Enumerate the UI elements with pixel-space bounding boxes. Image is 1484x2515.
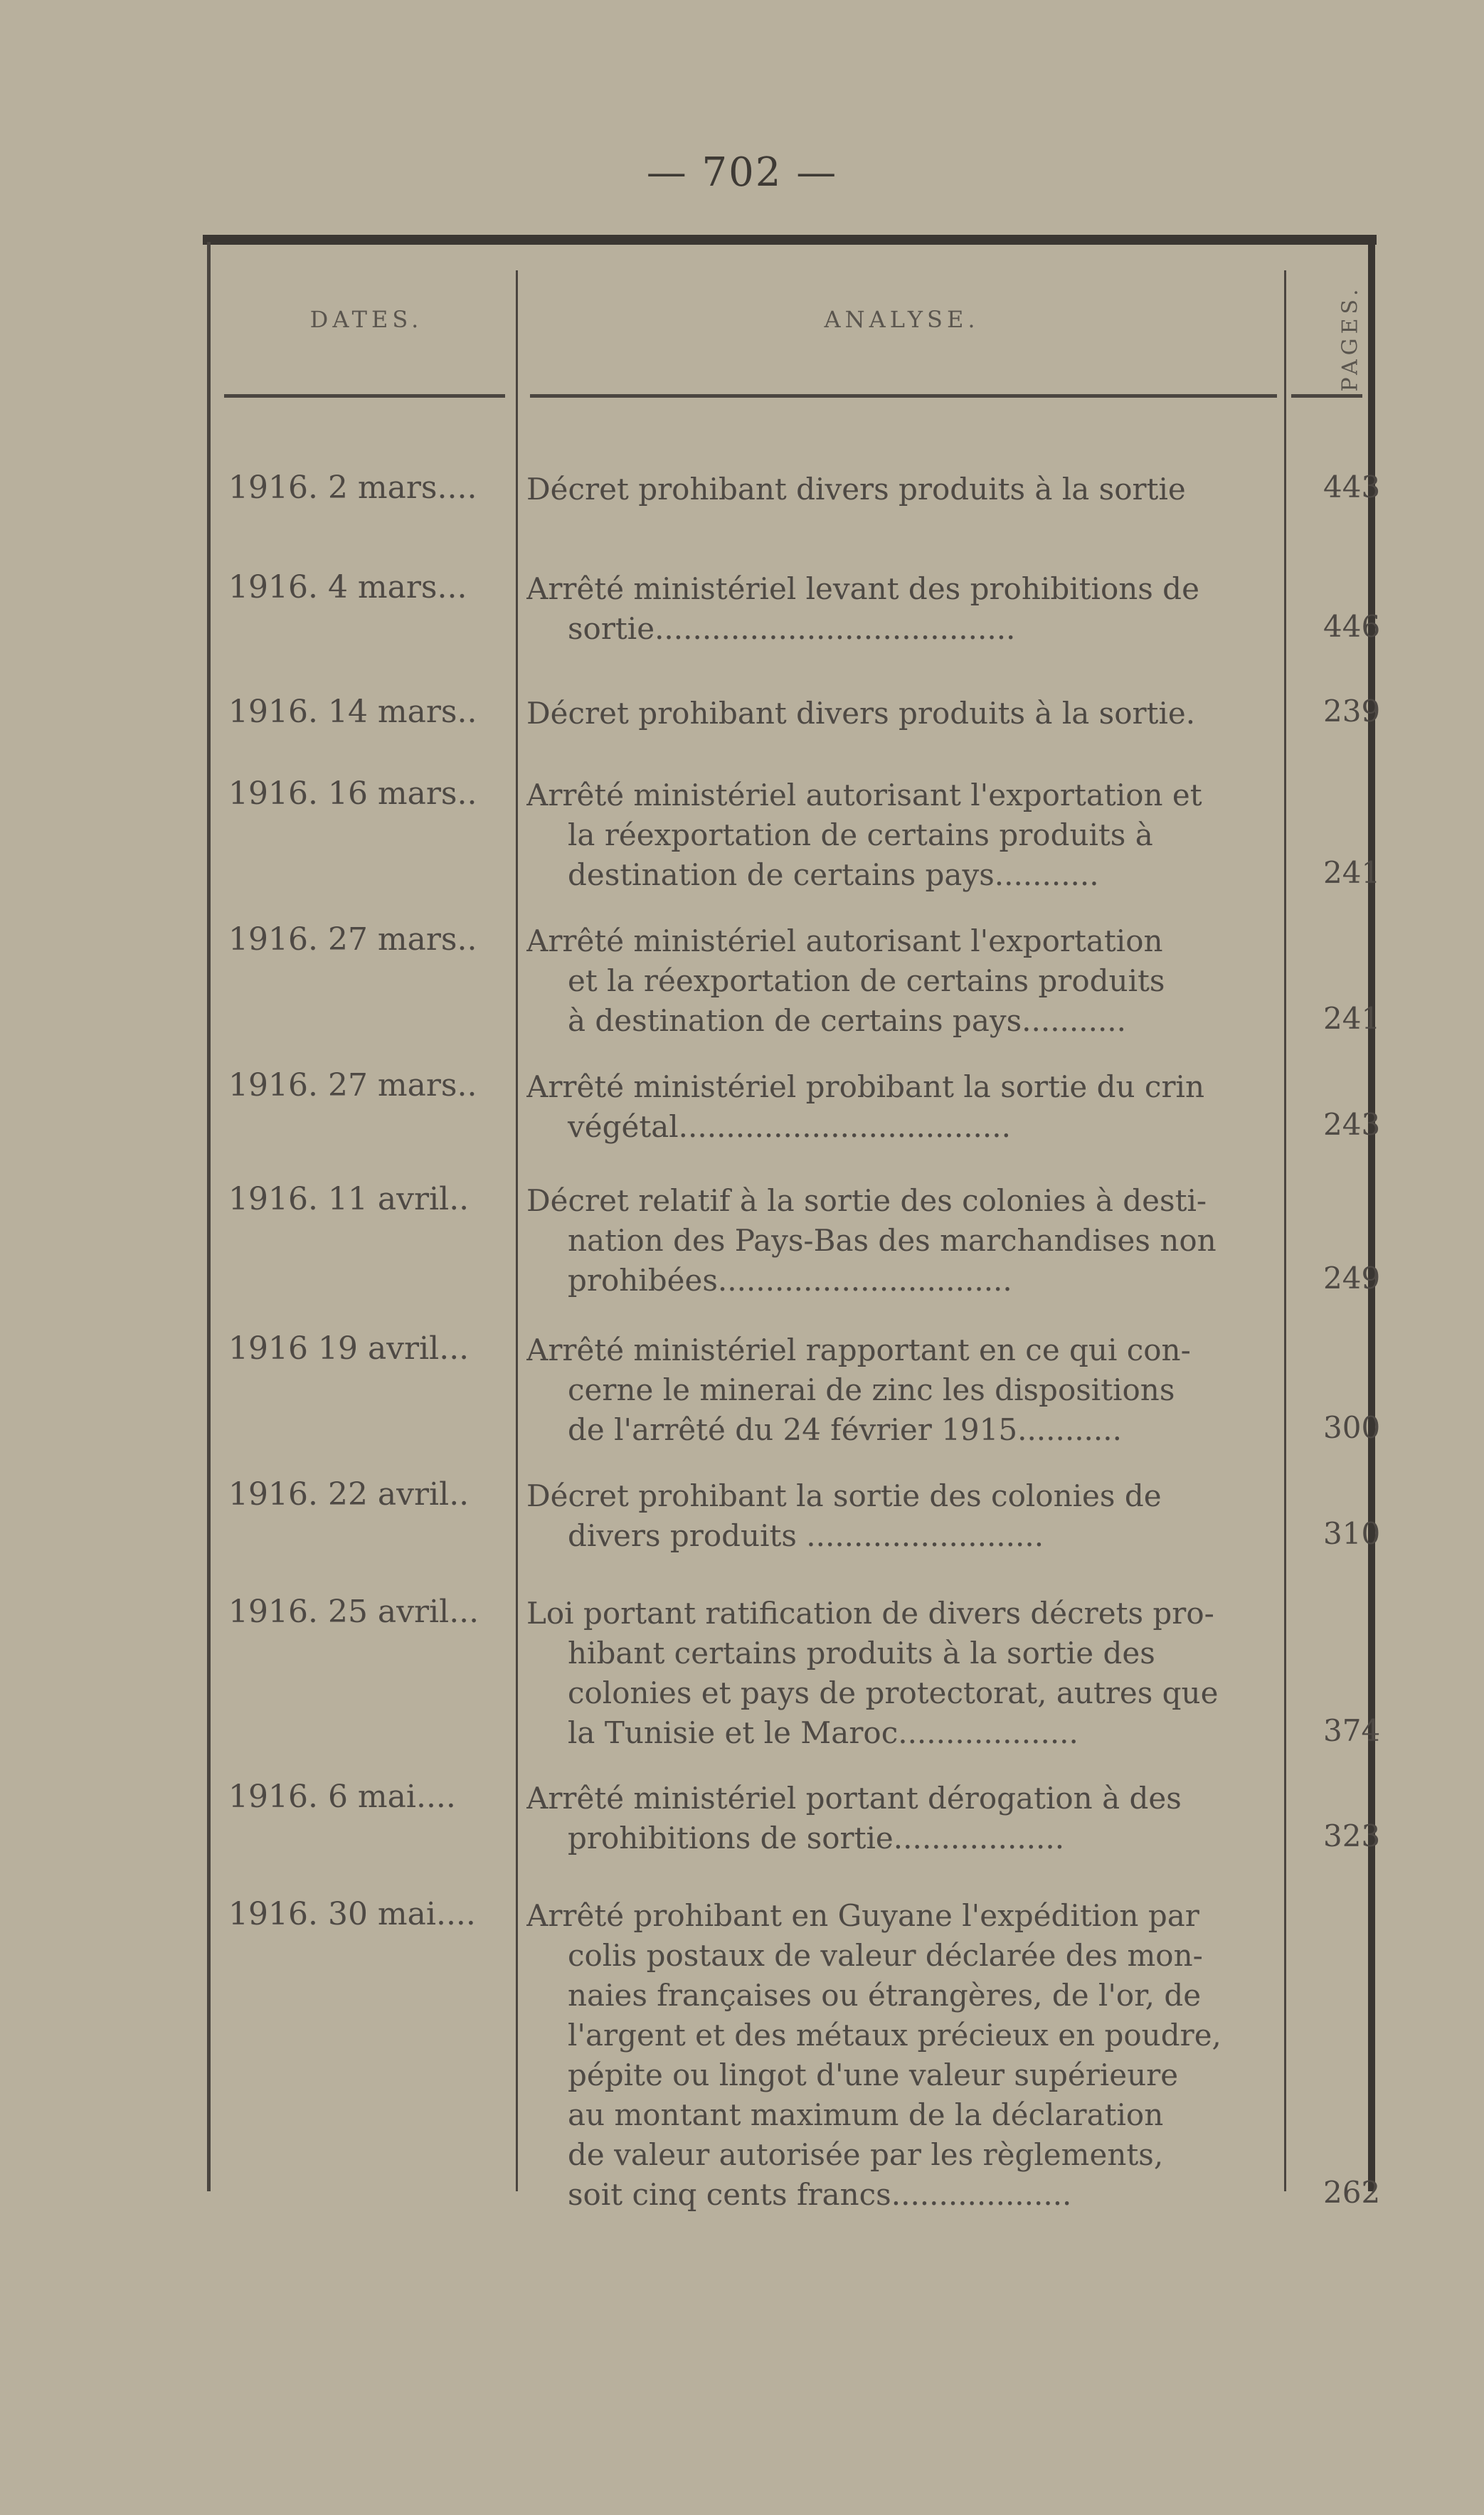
analysis-line: Arrêté ministériel portant dérogation à des (526, 1781, 1182, 1816)
analysis-line: hibant certains produits à la sortie des (568, 1636, 1155, 1671)
header-rule-dates (224, 394, 505, 398)
analysis-line: Arrêté ministériel levant des prohibitions de (526, 571, 1199, 606)
row-page-number: 241 (1323, 855, 1381, 890)
analysis-line: prohibées............................... (568, 1263, 1012, 1298)
analysis-line: de valeur autorisée par les règlements, (568, 2137, 1164, 2172)
row-analysis (526, 921, 1309, 1041)
analysis-line: Arrêté ministériel autorisant l'exportation et (526, 778, 1202, 812)
row-analysis (526, 1476, 1309, 1556)
analysis-line: au montant maximum de la déclaration (568, 2097, 1164, 2132)
analysis-line: Arrêté ministériel rapportant en ce qui con- (526, 1333, 1191, 1367)
row-analysis (526, 1067, 1309, 1147)
row-analysis (526, 775, 1309, 895)
row-date: 1916. 2 mars.... (228, 470, 477, 506)
index-table (203, 235, 1381, 2212)
header-analyse: ANALYSE. (824, 306, 980, 333)
analysis-line: l'argent et des métaux précieux en poudre, (568, 2018, 1221, 2053)
analysis-line: Arrêté prohibant en Guyane l'expédition par (526, 1898, 1199, 1933)
row-page-number: 310 (1323, 1516, 1381, 1551)
analysis-line: et la réexportation de certains produits (568, 963, 1165, 998)
header-dates: DATES. (309, 306, 423, 333)
row-page-number: 241 (1323, 1001, 1381, 1036)
table-top-rule (203, 235, 1377, 245)
header-pages-cell (1323, 277, 1377, 398)
row-page-number: 262 (1323, 2175, 1381, 2210)
analysis-line: cerne le minerai de zinc les dispositions (568, 1372, 1175, 1407)
row-analysis (526, 569, 1309, 649)
row-page-number: 239 (1323, 694, 1381, 729)
row-page-number: 443 (1323, 470, 1381, 504)
analysis-line: colis postaux de valeur déclarée des mon- (568, 1938, 1203, 1973)
row-date: 1916. 14 mars.. (228, 694, 477, 730)
row-date: 1916. 27 mars.. (228, 921, 477, 958)
header-rule-analyse (530, 394, 1277, 398)
row-date: 1916. 16 mars.. (228, 775, 477, 812)
analysis-line: Décret prohibant divers produits à la sortie. (526, 696, 1196, 731)
analysis-line: destination de certains pays........... (568, 857, 1099, 892)
table-left-border (207, 242, 211, 2191)
row-analysis (526, 1594, 1309, 1753)
table-right-border (1368, 242, 1375, 2191)
analysis-line: nation des Pays-Bas des marchandises non (568, 1223, 1217, 1258)
row-page-number: 300 (1323, 1410, 1381, 1445)
row-analysis (526, 1181, 1309, 1301)
row-analysis (526, 694, 1309, 734)
analysis-line: colonies et pays de protectorat, autres que (568, 1675, 1219, 1710)
analysis-line: naies françaises ou étrangères, de l'or, de (568, 1978, 1202, 2013)
analysis-line: Arrêté ministériel probibant la sortie du crin (526, 1069, 1204, 1104)
row-date: 1916. 27 mars.. (228, 1067, 477, 1103)
analysis-line: Décret prohibant la sortie des colonies de (526, 1478, 1162, 1513)
row-date: 1916. 6 mai.... (228, 1779, 456, 1815)
header-pages: PAGES. (1337, 285, 1363, 391)
analysis-line: à destination de certains pays........... (568, 1003, 1126, 1038)
analysis-line: Loi portant ratification de divers décrets pro- (526, 1596, 1214, 1631)
row-page-number: 243 (1323, 1107, 1381, 1142)
row-analysis (526, 1330, 1309, 1450)
row-page-number: 323 (1323, 1818, 1381, 1853)
analysis-line: soit cinq cents francs................... (568, 2177, 1072, 2212)
analysis-line: sortie...................................... (568, 611, 1016, 646)
row-analysis (526, 1779, 1309, 1858)
analysis-line: Décret relatif à la sortie des colonies à desti- (526, 1183, 1207, 1218)
row-date: 1916 19 avril... (228, 1330, 470, 1367)
analysis-line: Décret prohibant divers produits à la sortie (526, 472, 1186, 507)
analysis-line: la réexportation de certains produits à (568, 817, 1153, 852)
row-date: 1916. 11 avril.. (228, 1181, 470, 1217)
analysis-line: la Tunisie et le Maroc................... (568, 1715, 1078, 1750)
page-number: — 702 — (646, 149, 838, 196)
row-date: 1916. 25 avril... (228, 1594, 479, 1630)
row-analysis (526, 470, 1309, 509)
header-rule-pages (1291, 394, 1362, 398)
row-date: 1916. 30 mai.... (228, 1896, 476, 1932)
row-page-number: 446 (1323, 609, 1381, 644)
analysis-line: de l'arrêté du 24 février 1915........... (568, 1412, 1122, 1447)
row-analysis (526, 1896, 1309, 2215)
analysis-line: Arrêté ministériel autorisant l'exportation (526, 923, 1163, 958)
row-date: 1916. 4 mars... (228, 569, 467, 605)
analysis-line: prohibitions de sortie.................. (568, 1821, 1065, 1855)
row-page-number: 249 (1323, 1261, 1381, 1296)
row-page-number: 374 (1323, 1713, 1381, 1748)
analysis-line: pépite ou lingot d'une valeur supérieure (568, 2058, 1179, 2092)
analysis-line: divers produits ......................... (568, 1518, 1044, 1553)
analysis-line: végétal................................... (568, 1109, 1011, 1144)
row-date: 1916. 22 avril.. (228, 1476, 470, 1513)
